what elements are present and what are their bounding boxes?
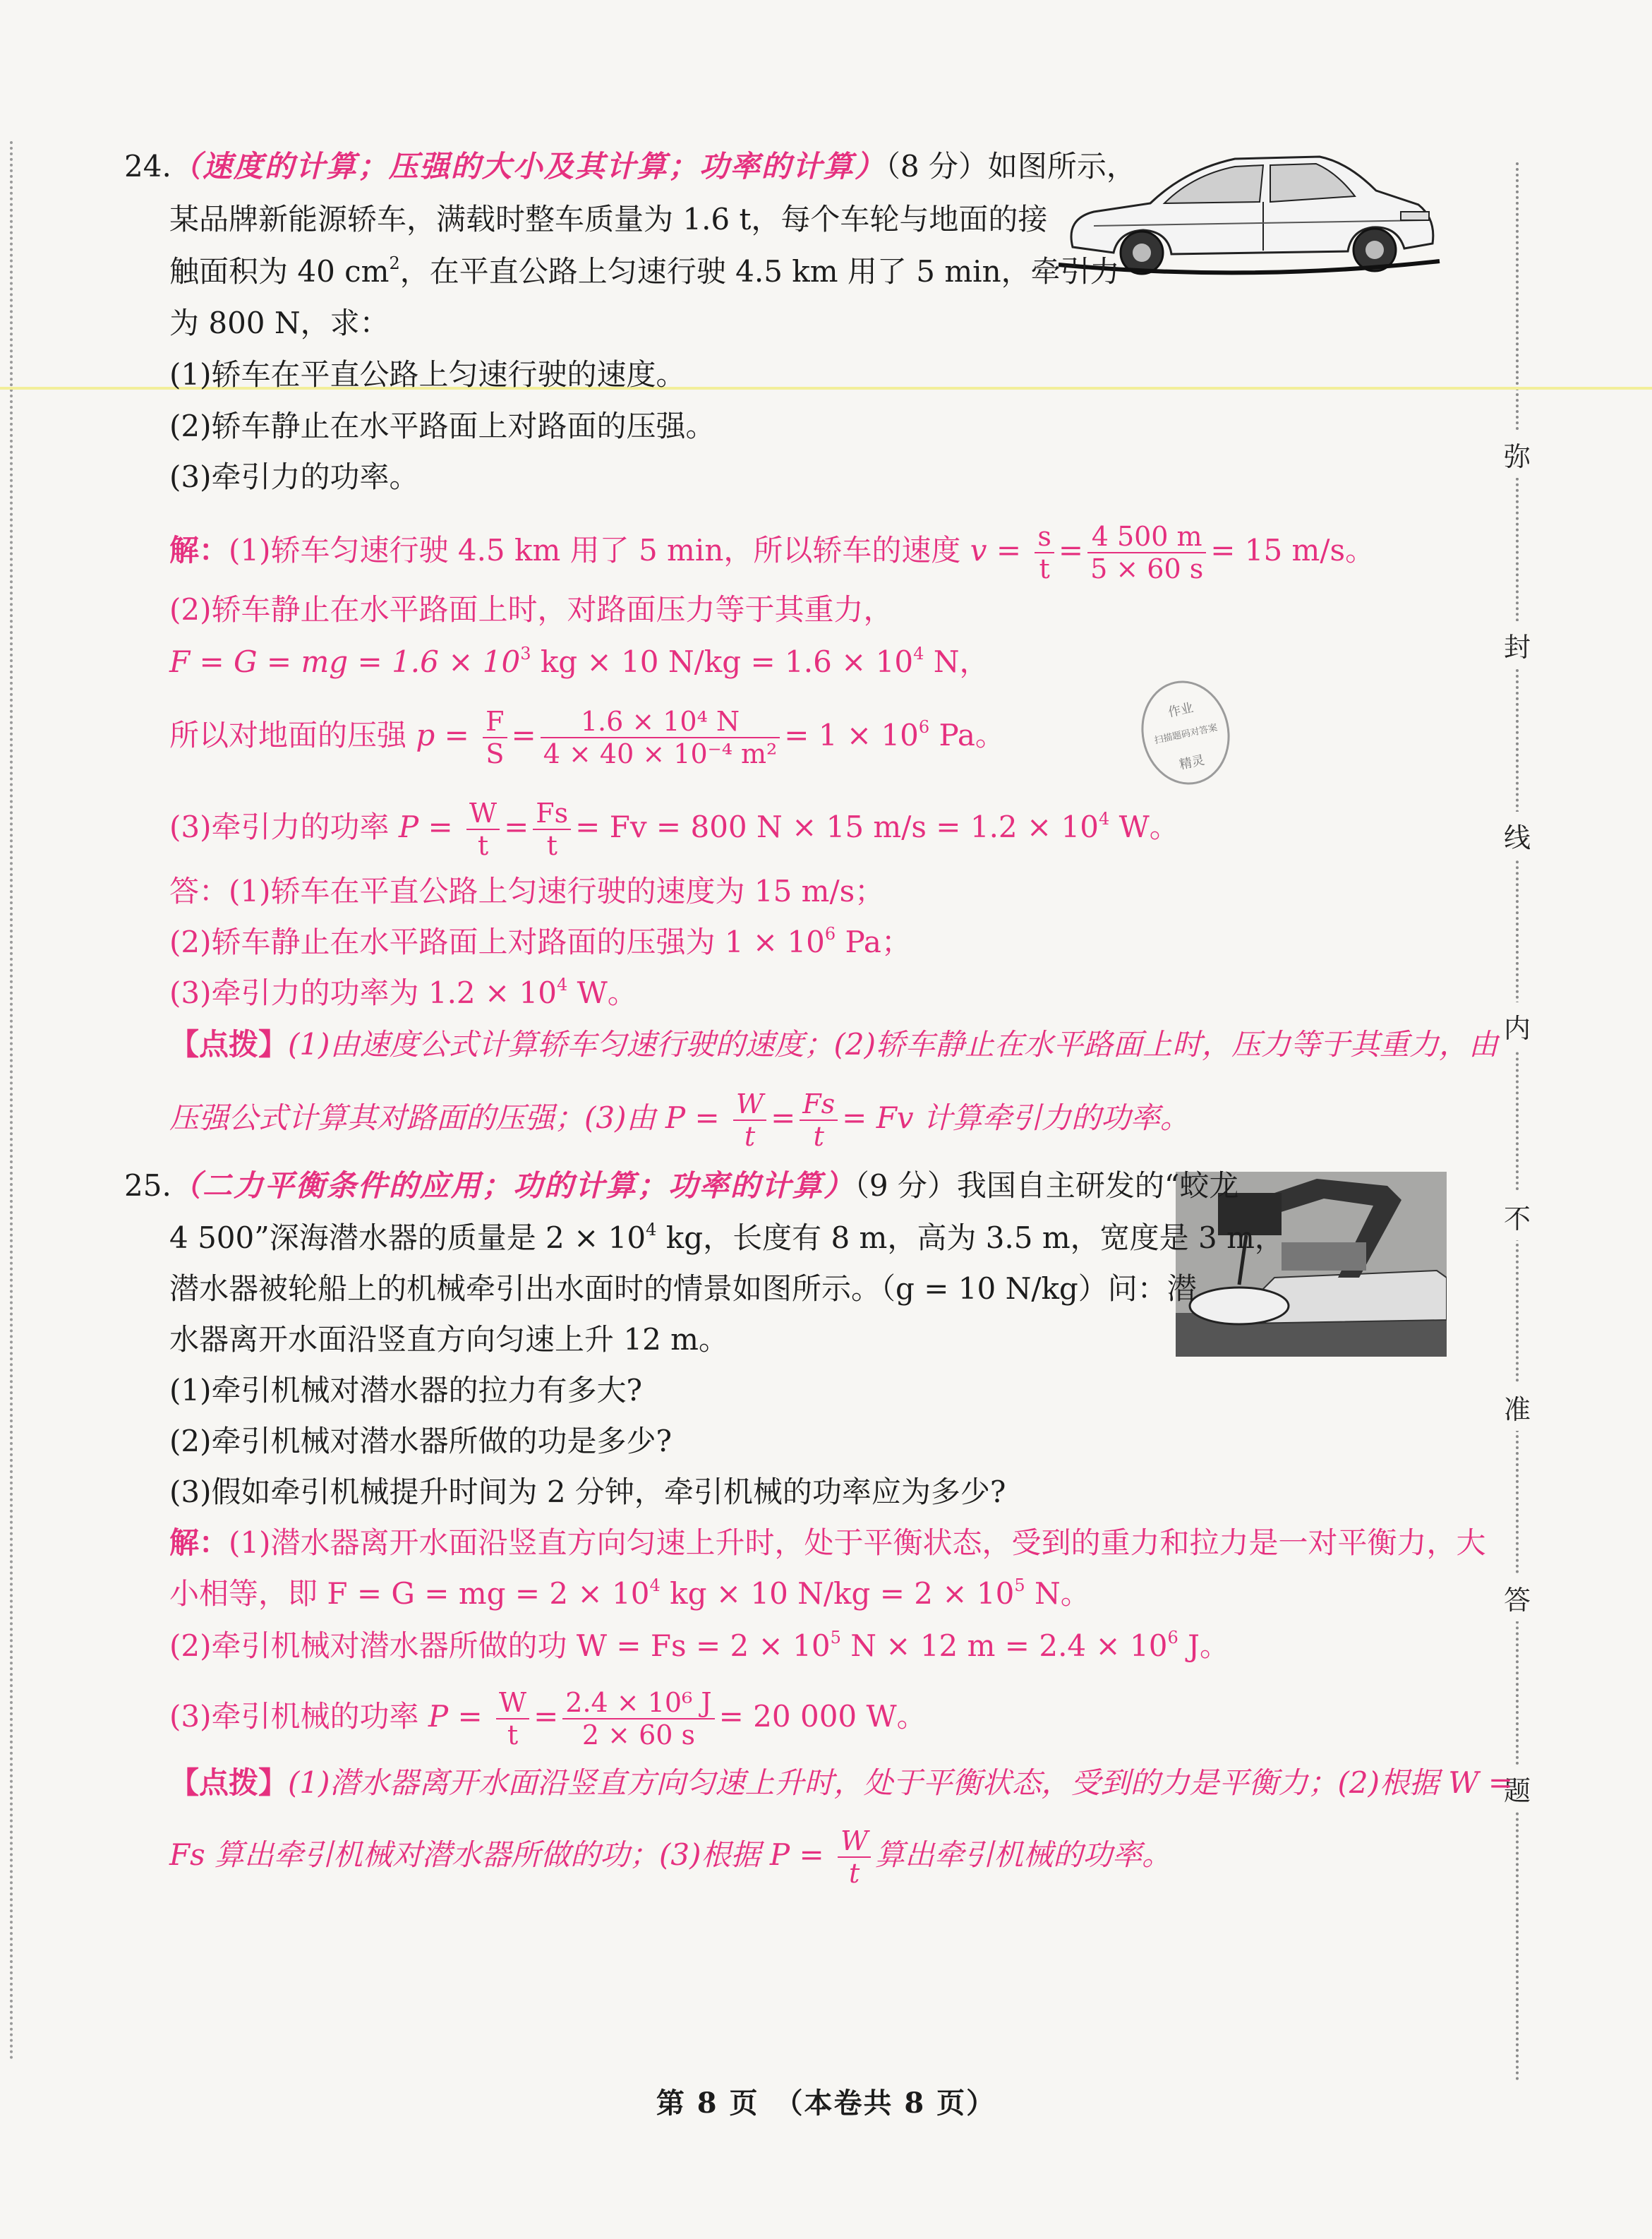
fraction — [800, 1088, 838, 1152]
q24-answer-1: 答：(1)轿车在平直公路上匀速行驶的速度为 15 m/s； — [169, 874, 885, 908]
denominator: t — [1039, 553, 1050, 584]
variable: P = — [769, 1837, 824, 1872]
fraction — [466, 798, 500, 861]
fraction — [483, 706, 507, 769]
answer-text: (2)轿车静止在水平路面上对路面的压强为 1 × 10 — [169, 925, 825, 959]
superscript: 6 — [1167, 1628, 1178, 1647]
page-footer: 第 8 页 （本卷共 8 页） — [656, 2087, 996, 2120]
stamp-text: 作业 — [1166, 700, 1195, 721]
q24-line-3 — [169, 252, 1120, 292]
fraction — [533, 798, 571, 861]
question-number: 25. — [124, 1168, 171, 1203]
denominator: t — [546, 830, 557, 861]
solution-result: = 15 m/s。 — [1210, 533, 1375, 568]
hint-text: (1)潜水器离开水面沿竖直方向匀速上升时，处于平衡状态，受到的力是平衡力；(2)根据 W = — [288, 1765, 1514, 1800]
denominator: t — [744, 1121, 756, 1152]
binding-char: 不 — [1502, 1193, 1533, 1240]
q24-line-2: 某品牌新能源轿车，满载时整车质量为 1.6 t，每个车轮与地面的接 — [169, 202, 1048, 236]
answer-text: W。 — [567, 976, 637, 1010]
q24-solution-2-pressure: 所以对地面的压强 p = $\frac{F}{S}$ = $\frac{\text{1.6 × 10⁴ N}}{\text{4 × 40 × 10⁻⁴ m²}}$ = $1 \times 10^6$ Pa。 — [169, 706, 1005, 769]
binding-char: 线 — [1502, 812, 1533, 859]
question-text: ，在平直公路上匀速行驶 4.5 km 用了 5 min，牵引力 — [399, 254, 1120, 289]
solution-result: = 1 × 10 — [784, 718, 919, 752]
q25-solution-3: (3)牵引机械的功率 P = $\frac{W}{t}$ = $\frac{\text{2.4 × 10⁶ J}}{2 \times 60 s}$ = 20 000 W。 — [169, 1687, 927, 1751]
q24-sub-question-3: (3)牵引力的功率。 — [169, 460, 419, 494]
q25-solution-1-equation — [169, 1574, 1090, 1614]
stamp-text: 精灵 — [1178, 752, 1206, 773]
variable: P = — [665, 1100, 720, 1135]
variable: P = — [428, 1699, 483, 1734]
equation: N。 — [1025, 1576, 1090, 1611]
equation: N， — [924, 644, 989, 679]
q25-solution-2 — [169, 1626, 1229, 1666]
q24-hint-2: 压强公式计算其对路面的压强；(3)由 P = $\frac{W}{t}$ = $\frac{Fs}{t}$ = Fv 计算牵引力的功率。 — [169, 1088, 1190, 1152]
denominator: t — [507, 1719, 519, 1751]
variable: v = — [970, 533, 1022, 568]
denominator: S — [486, 738, 505, 769]
question-text: 如图所示， — [987, 149, 1136, 184]
variable: P = — [398, 810, 453, 844]
q25-line-2 — [169, 1218, 1284, 1258]
topic-tags: （二力平衡条件的应用；功的计算；功率的计算） — [171, 1168, 855, 1203]
equation: J。 — [1178, 1628, 1229, 1663]
q24-solution-3: (3)牵引力的功率 P = $\frac{W}{t}$ = $\frac{Fs}{t}$ = Fv = 800 N × 15 $m/s = 1.2 \times 10^4$ W。 — [169, 798, 1179, 861]
superscript: 4 — [1098, 809, 1110, 829]
fraction — [496, 1687, 529, 1751]
solution-text: (1)潜水器离开水面沿竖直方向匀速上升时，处于平衡状态，受到的重力和拉力是一对平衡力，大 — [229, 1525, 1486, 1560]
score: （8 分） — [885, 149, 988, 184]
numerator: 1.6 × 10⁴ N — [541, 706, 780, 738]
fraction — [541, 706, 780, 769]
question-text: kg，长度有 8 m，高为 3.5 m，宽度是 3 m， — [656, 1220, 1284, 1255]
numerator: W — [733, 1088, 766, 1121]
binding-char: 答 — [1502, 1574, 1533, 1621]
numerator: W — [838, 1825, 871, 1858]
denominator: 5 × 60 s — [1090, 553, 1204, 584]
fraction — [1035, 521, 1054, 584]
superscript: 4 — [649, 1575, 661, 1595]
numerator: F — [483, 706, 507, 738]
numerator: W — [466, 798, 500, 830]
solution-label: 解： — [169, 1525, 229, 1560]
q24-hint-1 — [169, 1025, 1498, 1064]
q25-line-3: 潜水器被轮船上的机械牵引出水面时的情景如图所示。（g = 10 N/kg）问：潜 — [169, 1271, 1197, 1306]
hint-text: 算出牵引机械的功率。 — [875, 1837, 1172, 1872]
solution-text: 所以对地面的压强 — [169, 718, 407, 752]
numerator: s — [1035, 521, 1054, 553]
solution-label: 解： — [169, 533, 229, 568]
hint-text: 压强公式计算其对路面的压强；(3)由 — [169, 1100, 656, 1135]
score: （9 分） — [854, 1168, 957, 1203]
q25-sub-question-2: (2)牵引机械对潜水器所做的功是多少? — [169, 1424, 673, 1458]
q25-line-4: 水器离开水面沿竖直方向匀速上升 12 m。 — [169, 1322, 728, 1357]
binding-char: 题 — [1502, 1765, 1533, 1812]
fraction — [733, 1088, 766, 1152]
fraction — [562, 1687, 714, 1751]
question-number: 24. — [124, 149, 171, 184]
fraction — [1087, 521, 1206, 584]
question-text: 触面积为 40 cm — [169, 254, 390, 289]
q25-sub-question-3: (3)假如牵引机械提升时间为 2 分钟，牵引机械的功率应为多少? — [169, 1475, 1006, 1509]
equation: N × 12 m = 2.4 × 10 — [840, 1628, 1168, 1663]
answer-text: Pa； — [836, 925, 911, 959]
q25-hint-1 — [169, 1763, 1513, 1803]
hint-label: 【点拨】 — [169, 1027, 289, 1062]
numerator: 2.4 × 10⁶ J — [562, 1687, 714, 1719]
answer-text: (3)牵引力的功率为 1.2 × 10 — [169, 976, 557, 1010]
question-text: 4 500”深海潜水器的质量是 2 × 10 — [169, 1220, 646, 1255]
denominator: t — [848, 1858, 860, 1889]
variable: p = — [416, 718, 469, 752]
denominator: 4 × 40 × 10⁻⁴ m² — [543, 738, 778, 769]
solution-result: Pa。 — [929, 718, 1005, 752]
solution-result: W。 — [1109, 810, 1179, 844]
equation: kg × 10 N/kg = 2 × 10 — [660, 1576, 1015, 1611]
hint-text: Fs 算出牵引机械对潜水器所做的功；(3)根据 — [169, 1837, 761, 1872]
binding-char: 准 — [1502, 1383, 1533, 1431]
solution-result: = Fv = 800 N × 15 m/s = 1.2 × 10 — [575, 810, 1099, 844]
q24-solution-2: (2)轿车静止在水平路面上时，对路面压力等于其重力， — [169, 592, 893, 627]
equation: F = G = mg = 1.6 × 10 — [169, 644, 521, 679]
question-text: 我国自主研发的“蛟龙 — [956, 1168, 1239, 1203]
binding-char: 弥 — [1502, 431, 1533, 478]
hint-text: (1)由速度公式计算轿车匀速行驶的速度；(2)轿车静止在水平路面上时，压力等于其重力，由 — [288, 1027, 1499, 1062]
q25-solution-1 — [169, 1523, 1486, 1563]
q24-sub-question-1: (1)轿车在平直公路上匀速行驶的速度。 — [169, 357, 686, 392]
denominator: t — [477, 830, 489, 861]
solution-result: = 20 000 W。 — [718, 1699, 927, 1734]
equation: (2)牵引机械对潜水器所做的功 W = Fs = 2 × 10 — [169, 1628, 831, 1663]
q25-hint-2 — [169, 1825, 1171, 1889]
superscript: 2 — [389, 253, 400, 273]
numerator: Fs — [800, 1088, 838, 1121]
q25-sub-question-1: (1)牵引机械对潜水器的拉力有多大? — [169, 1373, 643, 1407]
equation: 小相等，即 F = G = mg = 2 × 10 — [169, 1576, 650, 1611]
q24-line-1 — [124, 147, 1136, 186]
solution-text: (1)轿车匀速行驶 4.5 km 用了 5 min，所以轿车的速度 — [229, 533, 961, 568]
q24-sub-question-2: (2)轿车静止在水平路面上对路面的压强。 — [169, 409, 716, 443]
q24-answer-2 — [169, 923, 911, 962]
numerator: W — [496, 1687, 529, 1719]
hint-text: = Fv 计算牵引力的功率。 — [842, 1100, 1190, 1135]
superscript: 5 — [830, 1628, 841, 1647]
superscript: 5 — [1014, 1575, 1025, 1595]
equation: kg × 10 N/kg = 1.6 × 10 — [531, 644, 914, 679]
q24-answer-3 — [169, 973, 637, 1013]
topic-tags: （速度的计算；压强的大小及其计算；功率的计算） — [171, 149, 886, 184]
superscript: 4 — [556, 975, 568, 995]
q24-line-4: 为 800 N，求： — [169, 306, 390, 340]
fraction — [838, 1825, 871, 1889]
stamp-text: 扫描题码对答案 — [1153, 722, 1219, 747]
superscript: 6 — [824, 924, 836, 944]
numerator: 4 500 m — [1087, 521, 1206, 553]
numerator: Fs — [533, 798, 571, 830]
superscript: 4 — [646, 1220, 657, 1239]
q24-solution-2-equation — [169, 642, 989, 682]
denominator: t — [813, 1121, 824, 1152]
q24-solution-1: 解：(1)轿车匀速行驶 4.5 km 用了 5 min，所以轿车的速度 v = $\frac{s}{t}$ = $\frac{4 500 m}{5 \times 60 s}$ = 15 m/s。 — [169, 521, 1375, 584]
binding-char: 封 — [1502, 621, 1533, 668]
superscript: 3 — [520, 644, 531, 664]
homework-stamp — [1132, 673, 1239, 793]
binding-char: 内 — [1502, 1002, 1533, 1050]
q25-line-1 — [124, 1166, 1238, 1206]
superscript: 4 — [913, 644, 924, 664]
superscript: 6 — [918, 717, 930, 737]
left-binding-rule — [10, 141, 13, 2061]
hint-label: 【点拨】 — [169, 1765, 289, 1800]
denominator: 2 × 60 s — [581, 1719, 696, 1751]
solution-text: (3)牵引机械的功率 — [169, 1699, 419, 1734]
solution-text: (3)牵引力的功率 — [169, 810, 390, 844]
